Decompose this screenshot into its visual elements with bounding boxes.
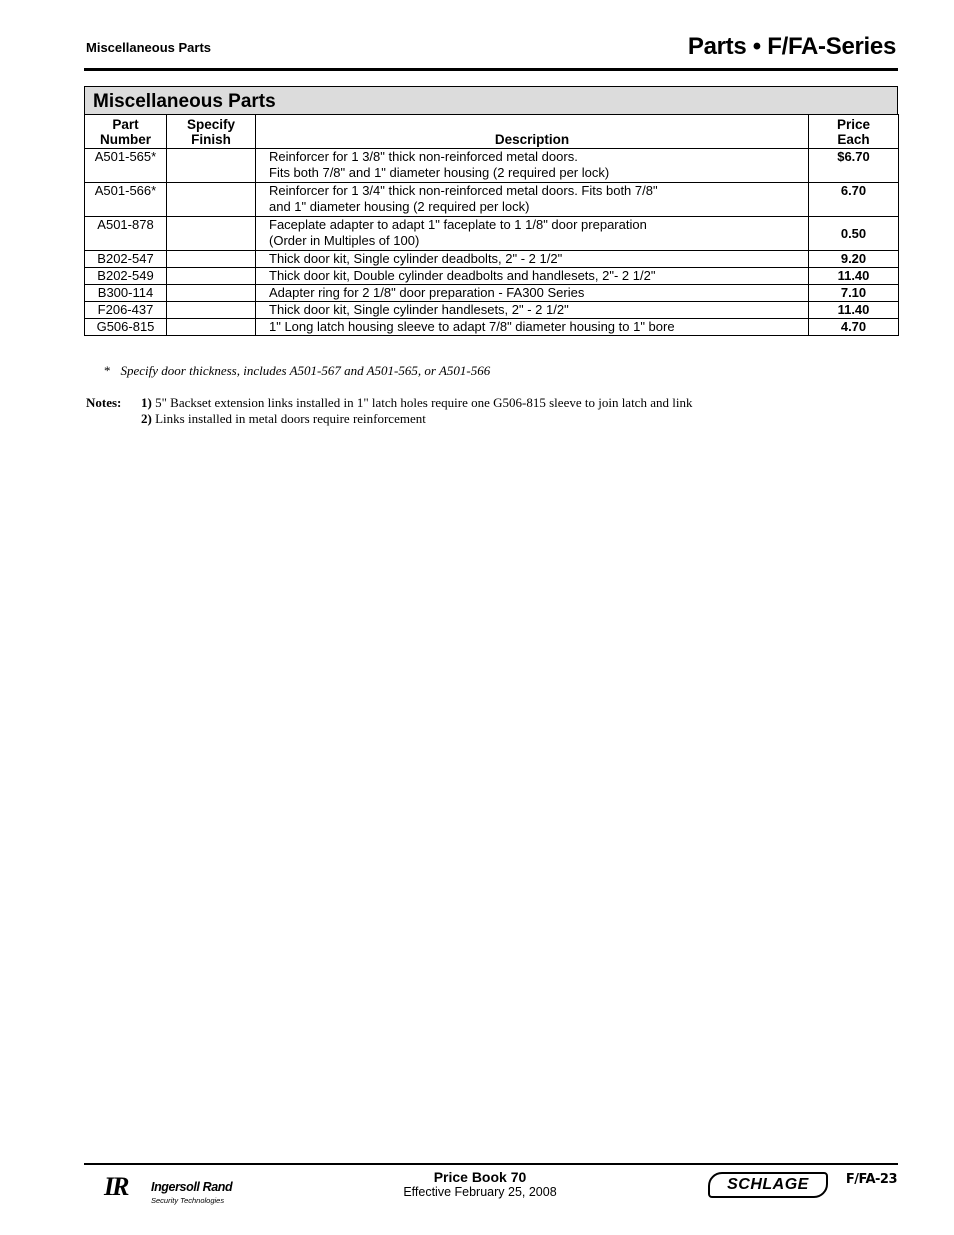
col-header-part-number: Part Number xyxy=(85,115,167,149)
part-number-cell: G506-815 xyxy=(85,319,167,336)
description-cell: 1" Long latch housing sleeve to adapt 7/8" diameter housing to 1" bore xyxy=(256,319,809,336)
ir-badge-icon: IR xyxy=(104,1172,128,1201)
finish-cell xyxy=(167,149,256,183)
footnote-text: Specify door thickness, includes A501-567 and A501-565, or A501-566 xyxy=(120,363,491,378)
price-cell: 11.40 xyxy=(809,302,899,319)
finish-cell xyxy=(167,268,256,285)
finish-cell xyxy=(167,251,256,268)
note-item xyxy=(86,411,692,427)
part-number-cell: B300-114 xyxy=(85,285,167,302)
table-row xyxy=(85,217,899,251)
price-cell: 11.40 xyxy=(809,268,899,285)
parts-table xyxy=(84,114,899,336)
table-title: Miscellaneous Parts xyxy=(84,86,898,114)
description-cell: Adapter ring for 2 1/8" door preparation - FA300 Series xyxy=(256,285,809,302)
table-row xyxy=(85,285,899,302)
note-text: Links installed in metal doors require reinforcement xyxy=(155,411,426,426)
price-cell: 4.70 xyxy=(809,319,899,336)
finish-cell xyxy=(167,302,256,319)
table-row xyxy=(85,251,899,268)
note-item xyxy=(86,395,692,411)
price-cell: 7.10 xyxy=(809,285,899,302)
price-cell: $6.70 xyxy=(809,149,899,183)
schlage-logo xyxy=(708,1172,830,1200)
part-number-cell: B202-547 xyxy=(85,251,167,268)
ir-brand-name: Ingersoll Rand xyxy=(151,1180,233,1194)
schlage-logo-text: SCHLAGE xyxy=(708,1172,828,1198)
notes-label: Notes: xyxy=(86,395,122,410)
col-header-specify-finish: Specify Finish xyxy=(167,115,256,149)
part-number-cell: F206-437 xyxy=(85,302,167,319)
parts-table-section xyxy=(84,86,898,336)
footnote xyxy=(104,363,490,379)
price-cell: 0.50 xyxy=(809,217,899,251)
footnote-marker: * xyxy=(104,363,111,378)
description-cell: Thick door kit, Single cylinder deadbolts, 2" - 2 1/2" xyxy=(256,251,809,268)
page-number: F/FA-23 xyxy=(845,1172,897,1187)
finish-cell xyxy=(167,285,256,302)
part-number-cell: A501-878 xyxy=(85,217,167,251)
table-row xyxy=(85,319,899,336)
table-header-row xyxy=(85,115,899,149)
note-text: 5" Backset extension links installed in 1" latch holes require one G506-815 sleeve to join latch and link xyxy=(155,395,693,410)
price-book-title: Price Book 70 xyxy=(433,1169,527,1185)
finish-cell xyxy=(167,183,256,217)
col-header-description: Description xyxy=(256,115,809,149)
finish-cell xyxy=(167,319,256,336)
description-cell: Thick door kit, Double cylinder deadbolts and handlesets, 2"- 2 1/2" xyxy=(256,268,809,285)
description-cell: Reinforcer for 1 3/8" thick non-reinforced metal doors. Fits both 7/8" and 1" diameter housing (2 required per lock) xyxy=(256,149,809,183)
ingersoll-rand-logo xyxy=(104,1172,254,1208)
notes-block xyxy=(86,395,692,427)
col-header-price-each: Price Each xyxy=(809,115,899,149)
description-cell: Faceplate adapter to adapt 1" faceplate to 1 1/8" door preparation (Order in Multiples of 100) xyxy=(256,217,809,251)
table-row xyxy=(85,302,899,319)
note-number: 2) xyxy=(141,411,152,426)
part-number-cell: A501-565* xyxy=(85,149,167,183)
note-number: 1) xyxy=(141,395,152,410)
footer-divider xyxy=(84,1163,898,1165)
ir-brand-subtitle: Security Technologies xyxy=(151,1196,225,1205)
section-label: Miscellaneous Parts xyxy=(86,40,211,55)
finish-cell xyxy=(167,217,256,251)
part-number-cell: A501-566* xyxy=(85,183,167,217)
header-divider xyxy=(84,68,898,71)
price-cell: 6.70 xyxy=(809,183,899,217)
description-cell: Reinforcer for 1 3/4" thick non-reinforced metal doors. Fits both 7/8" and 1" diameter housing (2 required per lock) xyxy=(256,183,809,217)
table-row xyxy=(85,183,899,217)
table-row xyxy=(85,268,899,285)
part-number-cell: B202-549 xyxy=(85,268,167,285)
description-cell: Thick door kit, Single cylinder handlesets, 2" - 2 1/2" xyxy=(256,302,809,319)
table-row xyxy=(85,149,899,183)
price-book-info xyxy=(380,1169,580,1200)
page-title: Parts • F/FA-Series xyxy=(687,33,896,60)
price-cell: 9.20 xyxy=(809,251,899,268)
effective-date: Effective February 25, 2008 xyxy=(403,1185,557,1199)
